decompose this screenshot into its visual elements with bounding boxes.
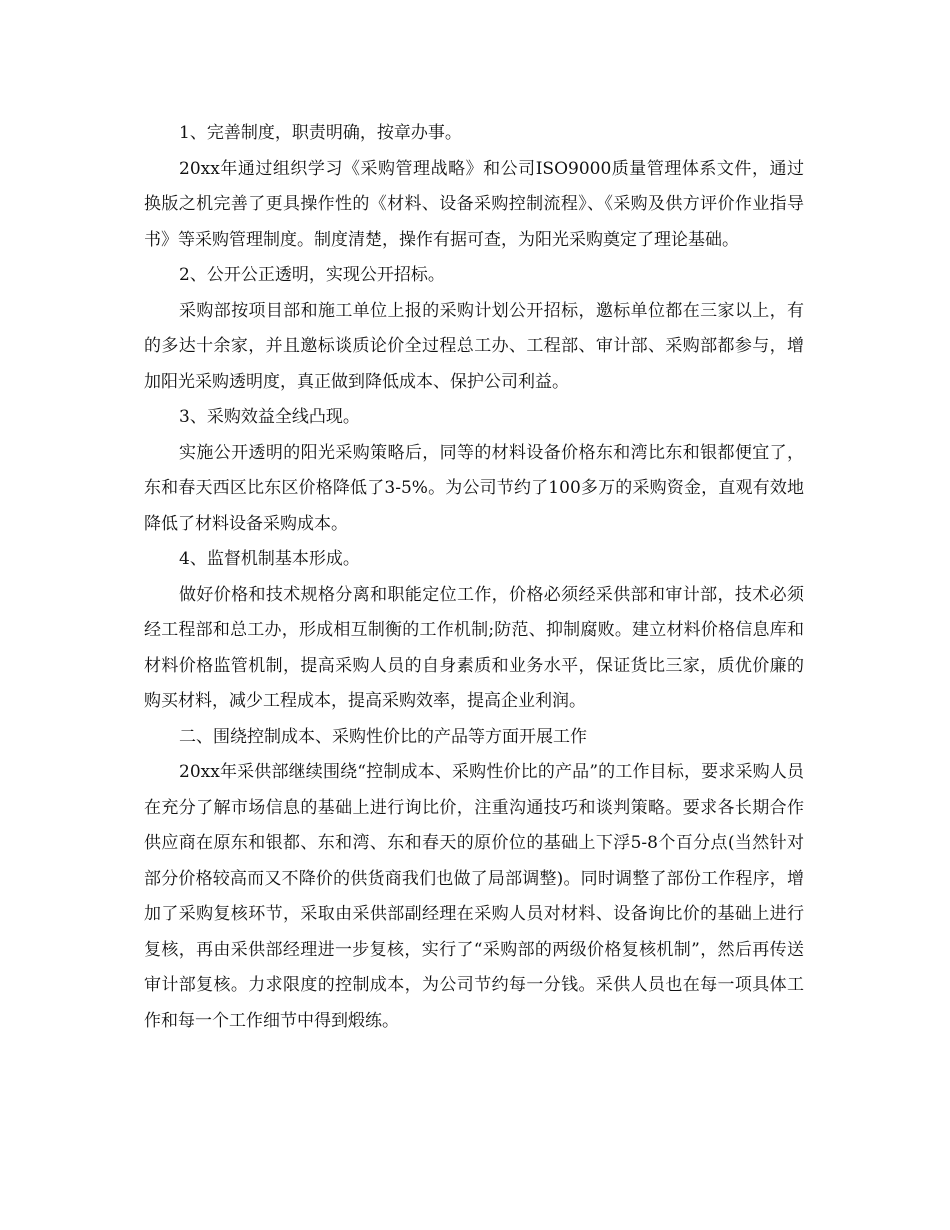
section-heading-1: 1、完善制度，职责明确，按章办事。 bbox=[179, 123, 462, 143]
section-heading-3: 3、采购效益全线凸现。 bbox=[179, 407, 360, 427]
paragraph-4: 做好价格和技术规格分离和职能定位工作，价格必须经采供部和审计部，技术必须经工程部和总工办，形成相互制衡的工作机制;防范、抑制腐败。建立材料价格信息库和材料价格监管机制，提高采购人员的自身素质和业务水平，保证货比三家，质优价廉的购买材料，减少工程成本，提高采购效率，提高企业利润。 bbox=[144, 584, 804, 711]
paragraph-3: 实施公开透明的阳光采购策略后，同等的材料设备价格东和湾比东和银都便宜了，东和春天西区比东区价格降低了3-5%。为公司节约了100多万的采购资金，直观有效地降低了材料设备采购成本。 bbox=[144, 442, 804, 534]
document-body bbox=[144, 116, 804, 1039]
paragraph-2: 采购部按项目部和施工单位上报的采购计划公开招标，邀标单位都在三家以上，有的多达十余家，并且邀标谈质论价全过程总工办、工程部、审计部、采购部都参与，增加阳光采购透明度，真正做到降低成本、保护公司利益。 bbox=[144, 300, 804, 392]
section-heading-4: 4、监督机制基本形成。 bbox=[179, 549, 360, 569]
section-heading-2: 2、公开公正透明，实现公开招标。 bbox=[179, 265, 445, 285]
paragraph-5: 20xx年采供部继续围绕“控制成本、采购性价比的产品”的工作目标，要求采购人员在充分了解市场信息的基础上进行询比价，注重沟通技巧和谈判策略。要求各长期合作供应商在原东和银都、东和湾、东和春天的原价位的基础上下浮5-8个百分点(当然针对部分价格较高而又不降价的供货商我们也做了局部调整)。同时调整了部份工作程序，增加了采购复核环节，采取由采供部副经理在采购人员对材料、设备询比价的基础上进行复核，再由采供部经理进一步复核，实行了“采购部的两级价格复核机制”，然后再传送审计部复核。力求限度的控制成本，为公司节约每一分钱。采供人员也在每一项具体工作和每一个工作细节中得到煅练。 bbox=[144, 762, 804, 1031]
chapter-heading-2: 二、围绕控制成本、采购性价比的产品等方面开展工作 bbox=[179, 726, 587, 747]
paragraph-1: 20xx年通过组织学习《采购管理战略》和公司ISO9000质量管理体系文件，通过换版之机完善了更具操作性的《材料、设备采购控制流程》、《采购及供方评价作业指导书》等采购管理制度。制度清楚，操作有据可查，为阳光采购奠定了理论基础。 bbox=[144, 158, 804, 250]
